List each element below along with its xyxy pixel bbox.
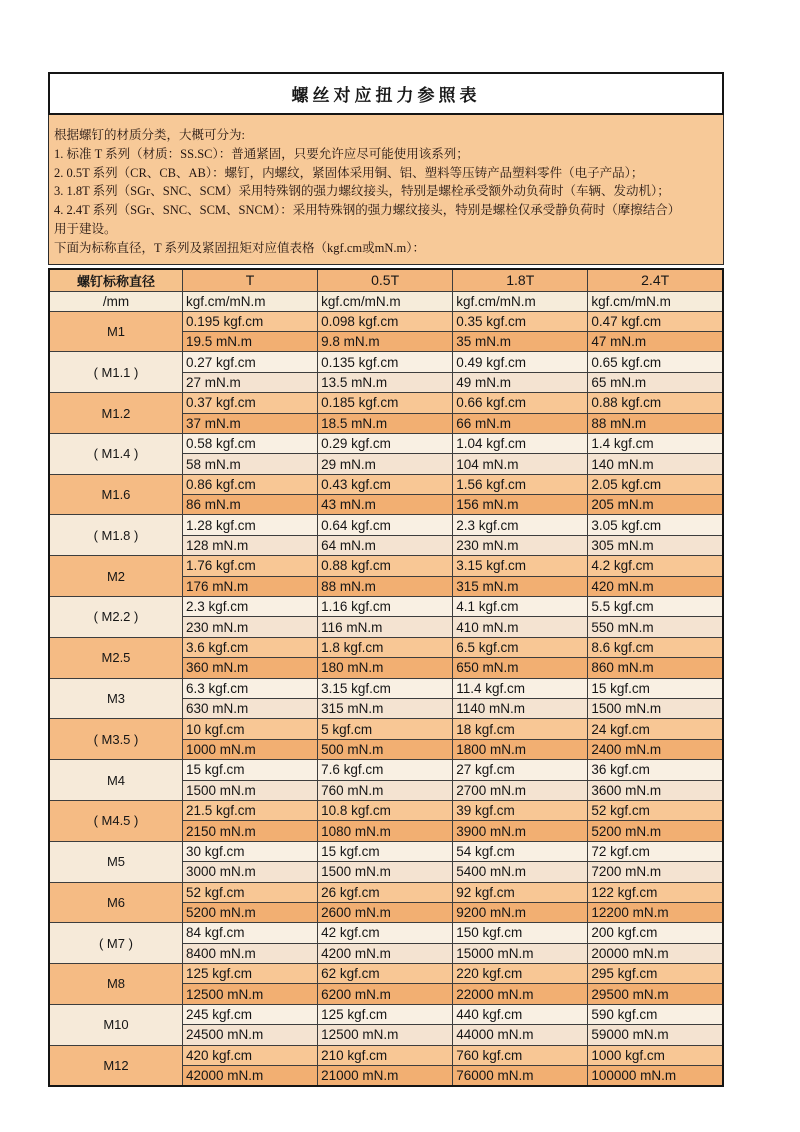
cell-mnm: 104 mN.m [453, 454, 588, 474]
table-unit-row [49, 291, 723, 311]
title-box [48, 72, 724, 115]
cell-kgf: 0.66 kgf.cm [453, 393, 588, 413]
page-title: 螺丝对应扭力参照表 [291, 86, 481, 105]
cell-mnm: 1500 mN.m [182, 780, 317, 800]
cell-kgf: 150 kgf.cm [453, 923, 588, 943]
table-row [49, 433, 723, 453]
cell-kgf: 0.88 kgf.cm [588, 393, 723, 413]
cell-kgf: 10 kgf.cm [182, 719, 317, 739]
row-label: ( M7 ) [49, 923, 182, 964]
cell-mnm: 1140 mN.m [453, 699, 588, 719]
row-label: M6 [49, 882, 182, 923]
cell-kgf: 2.05 kgf.cm [588, 474, 723, 494]
cell-kgf: 0.86 kgf.cm [182, 474, 317, 494]
header-diameter-label: 螺钉标称直径 [49, 269, 182, 292]
cell-kgf: 440 kgf.cm [453, 1004, 588, 1024]
table-row [49, 311, 723, 331]
cell-mnm: 88 mN.m [588, 413, 723, 433]
cell-mnm: 5200 mN.m [182, 902, 317, 922]
cell-kgf: 1000 kgf.cm [588, 1045, 723, 1065]
cell-mnm: 420 mN.m [588, 576, 723, 596]
cell-mnm: 65 mN.m [588, 372, 723, 392]
cell-mnm: 2400 mN.m [588, 739, 723, 759]
cell-kgf: 15 kgf.cm [588, 678, 723, 698]
cell-mnm: 8400 mN.m [182, 943, 317, 963]
cell-mnm: 1080 mN.m [318, 821, 453, 841]
header-series-t: T [182, 269, 317, 292]
cell-kgf: 220 kgf.cm [453, 964, 588, 984]
cell-kgf: 2.3 kgf.cm [182, 597, 317, 617]
cell-mnm: 58 mN.m [182, 454, 317, 474]
cell-mnm: 305 mN.m [588, 535, 723, 555]
cell-kgf: 0.64 kgf.cm [318, 515, 453, 535]
cell-kgf: 52 kgf.cm [588, 800, 723, 820]
cell-mnm: 860 mN.m [588, 658, 723, 678]
cell-kgf: 295 kgf.cm [588, 964, 723, 984]
table-row [49, 352, 723, 372]
header-unit-4: kgf.cm/mN.m [588, 291, 723, 311]
header-series-18t: 1.8T [453, 269, 588, 292]
row-label: M10 [49, 1004, 182, 1045]
cell-kgf: 10.8 kgf.cm [318, 800, 453, 820]
cell-kgf: 27 kgf.cm [453, 760, 588, 780]
cell-mnm: 12500 mN.m [182, 984, 317, 1004]
cell-mnm: 230 mN.m [182, 617, 317, 637]
cell-kgf: 0.58 kgf.cm [182, 433, 317, 453]
cell-mnm: 44000 mN.m [453, 1025, 588, 1045]
cell-mnm: 29500 mN.m [588, 984, 723, 1004]
cell-mnm: 18.5 mN.m [318, 413, 453, 433]
cell-kgf: 92 kgf.cm [453, 882, 588, 902]
cell-kgf: 30 kgf.cm [182, 841, 317, 861]
row-label: ( M2.2 ) [49, 597, 182, 638]
cell-mnm: 66 mN.m [453, 413, 588, 433]
cell-mnm: 15000 mN.m [453, 943, 588, 963]
cell-mnm: 37 mN.m [182, 413, 317, 433]
cell-mnm: 6200 mN.m [318, 984, 453, 1004]
cell-kgf: 1.4 kgf.cm [588, 433, 723, 453]
cell-kgf: 6.3 kgf.cm [182, 678, 317, 698]
row-label: M1 [49, 311, 182, 352]
cell-kgf: 122 kgf.cm [588, 882, 723, 902]
cell-kgf: 84 kgf.cm [182, 923, 317, 943]
cell-kgf: 21.5 kgf.cm [182, 800, 317, 820]
row-label: M5 [49, 841, 182, 882]
table-row [49, 800, 723, 820]
intro-line: 4. 2.4T 系列（SGr、SNC、SCM、SNCM）：采用特殊钢的强力螺纹接头，特别是螺栓仅承受静负荷时（摩擦结合） [54, 203, 681, 218]
cell-mnm: 176 mN.m [182, 576, 317, 596]
row-label: M1.6 [49, 474, 182, 515]
cell-kgf: 42 kgf.cm [318, 923, 453, 943]
cell-kgf: 3.15 kgf.cm [318, 678, 453, 698]
table-row [49, 760, 723, 780]
cell-mnm: 7200 mN.m [588, 862, 723, 882]
row-label: ( M1.1 ) [49, 352, 182, 393]
cell-mnm: 9.8 mN.m [318, 331, 453, 351]
cell-kgf: 0.35 kgf.cm [453, 311, 588, 331]
cell-kgf: 0.65 kgf.cm [588, 352, 723, 372]
cell-kgf: 0.27 kgf.cm [182, 352, 317, 372]
cell-kgf: 0.098 kgf.cm [318, 311, 453, 331]
table-row [49, 1004, 723, 1024]
cell-mnm: 21000 mN.m [318, 1066, 453, 1087]
cell-mnm: 1800 mN.m [453, 739, 588, 759]
cell-mnm: 230 mN.m [453, 535, 588, 555]
cell-mnm: 2600 mN.m [318, 902, 453, 922]
cell-mnm: 4200 mN.m [318, 943, 453, 963]
cell-mnm: 3600 mN.m [588, 780, 723, 800]
table-row [49, 964, 723, 984]
header-series-24t: 2.4T [588, 269, 723, 292]
cell-mnm: 42000 mN.m [182, 1066, 317, 1087]
cell-kgf: 2.3 kgf.cm [453, 515, 588, 535]
intro-line: 用于建设。 [54, 221, 117, 236]
header-unit-2: kgf.cm/mN.m [318, 291, 453, 311]
cell-mnm: 760 mN.m [318, 780, 453, 800]
row-label: M3 [49, 678, 182, 719]
cell-mnm: 49 mN.m [453, 372, 588, 392]
table-row [49, 474, 723, 494]
cell-mnm: 128 mN.m [182, 535, 317, 555]
row-label: ( M1.8 ) [49, 515, 182, 556]
cell-mnm: 64 mN.m [318, 535, 453, 555]
cell-kgf: 18 kgf.cm [453, 719, 588, 739]
table-header-row [49, 269, 723, 292]
cell-kgf: 0.88 kgf.cm [318, 556, 453, 576]
intro-line: 3. 1.8T 系列（SGr、SNC、SCM）采用特殊钢的强力螺纹接头，特别是螺栓承受额外动负荷时（车辆、发动机）； [54, 184, 670, 199]
row-label: ( M4.5 ) [49, 800, 182, 841]
cell-mnm: 35 mN.m [453, 331, 588, 351]
cell-kgf: 1.8 kgf.cm [318, 637, 453, 657]
cell-kgf: 39 kgf.cm [453, 800, 588, 820]
cell-mnm: 12500 mN.m [318, 1025, 453, 1045]
cell-mnm: 3900 mN.m [453, 821, 588, 841]
cell-mnm: 47 mN.m [588, 331, 723, 351]
cell-mnm: 12200 mN.m [588, 902, 723, 922]
cell-mnm: 1500 mN.m [588, 699, 723, 719]
cell-kgf: 11.4 kgf.cm [453, 678, 588, 698]
table-row [49, 719, 723, 739]
cell-kgf: 4.2 kgf.cm [588, 556, 723, 576]
cell-kgf: 72 kgf.cm [588, 841, 723, 861]
table-row [49, 515, 723, 535]
intro-line: 根据螺钉的材质分类，大概可分为: [54, 128, 245, 142]
cell-mnm: 86 mN.m [182, 495, 317, 515]
cell-mnm: 180 mN.m [318, 658, 453, 678]
cell-mnm: 9200 mN.m [453, 902, 588, 922]
table-row [49, 1045, 723, 1065]
header-unit-1: kgf.cm/mN.m [182, 291, 317, 311]
document-sheet [48, 72, 724, 1087]
row-label: M8 [49, 964, 182, 1005]
cell-kgf: 200 kgf.cm [588, 923, 723, 943]
cell-kgf: 0.135 kgf.cm [318, 352, 453, 372]
cell-mnm: 500 mN.m [318, 739, 453, 759]
torque-table [48, 268, 724, 1088]
table-row [49, 841, 723, 861]
table-row [49, 637, 723, 657]
cell-mnm: 5400 mN.m [453, 862, 588, 882]
intro-section [48, 115, 724, 265]
cell-mnm: 650 mN.m [453, 658, 588, 678]
cell-kgf: 3.6 kgf.cm [182, 637, 317, 657]
row-label: M2 [49, 556, 182, 597]
cell-mnm: 630 mN.m [182, 699, 317, 719]
cell-kgf: 125 kgf.cm [318, 1004, 453, 1024]
cell-kgf: 0.37 kgf.cm [182, 393, 317, 413]
cell-kgf: 1.76 kgf.cm [182, 556, 317, 576]
row-label: ( M3.5 ) [49, 719, 182, 760]
cell-mnm: 24500 mN.m [182, 1025, 317, 1045]
cell-mnm: 2150 mN.m [182, 821, 317, 841]
cell-mnm: 20000 mN.m [588, 943, 723, 963]
table-row [49, 923, 723, 943]
cell-mnm: 2700 mN.m [453, 780, 588, 800]
table-row [49, 393, 723, 413]
cell-kgf: 52 kgf.cm [182, 882, 317, 902]
cell-mnm: 13.5 mN.m [318, 372, 453, 392]
cell-kgf: 420 kgf.cm [182, 1045, 317, 1065]
header-series-05t: 0.5T [318, 269, 453, 292]
cell-mnm: 59000 mN.m [588, 1025, 723, 1045]
cell-kgf: 0.43 kgf.cm [318, 474, 453, 494]
cell-kgf: 26 kgf.cm [318, 882, 453, 902]
cell-kgf: 3.15 kgf.cm [453, 556, 588, 576]
cell-kgf: 5.5 kgf.cm [588, 597, 723, 617]
cell-kgf: 62 kgf.cm [318, 964, 453, 984]
row-label: ( M1.4 ) [49, 433, 182, 474]
header-mm-label: /mm [49, 291, 182, 311]
cell-mnm: 315 mN.m [453, 576, 588, 596]
cell-kgf: 210 kgf.cm [318, 1045, 453, 1065]
row-label: M2.5 [49, 637, 182, 678]
cell-mnm: 360 mN.m [182, 658, 317, 678]
cell-kgf: 245 kgf.cm [182, 1004, 317, 1024]
cell-mnm: 76000 mN.m [453, 1066, 588, 1087]
cell-kgf: 0.185 kgf.cm [318, 393, 453, 413]
cell-kgf: 0.47 kgf.cm [588, 311, 723, 331]
cell-kgf: 760 kgf.cm [453, 1045, 588, 1065]
cell-mnm: 205 mN.m [588, 495, 723, 515]
cell-kgf: 7.6 kgf.cm [318, 760, 453, 780]
table-row [49, 556, 723, 576]
cell-mnm: 1000 mN.m [182, 739, 317, 759]
cell-mnm: 315 mN.m [318, 699, 453, 719]
cell-kgf: 125 kgf.cm [182, 964, 317, 984]
cell-kgf: 1.28 kgf.cm [182, 515, 317, 535]
cell-kgf: 6.5 kgf.cm [453, 637, 588, 657]
intro-line: 2. 0.5T 系列（CR、CB、AB）：螺钉，内螺纹，紧固体采用铜、铝、塑料等压铸产品塑料零件（电子产品）； [54, 165, 644, 180]
cell-kgf: 5 kgf.cm [318, 719, 453, 739]
cell-kgf: 590 kgf.cm [588, 1004, 723, 1024]
cell-mnm: 88 mN.m [318, 576, 453, 596]
cell-kgf: 24 kgf.cm [588, 719, 723, 739]
cell-mnm: 140 mN.m [588, 454, 723, 474]
cell-kgf: 3.05 kgf.cm [588, 515, 723, 535]
cell-kgf: 8.6 kgf.cm [588, 637, 723, 657]
cell-mnm: 5200 mN.m [588, 821, 723, 841]
cell-mnm: 27 mN.m [182, 372, 317, 392]
cell-kgf: 54 kgf.cm [453, 841, 588, 861]
cell-mnm: 550 mN.m [588, 617, 723, 637]
cell-mnm: 410 mN.m [453, 617, 588, 637]
cell-mnm: 116 mN.m [318, 617, 453, 637]
cell-mnm: 22000 mN.m [453, 984, 588, 1004]
table-row [49, 678, 723, 698]
cell-kgf: 1.04 kgf.cm [453, 433, 588, 453]
cell-mnm: 156 mN.m [453, 495, 588, 515]
row-label: M12 [49, 1045, 182, 1086]
cell-mnm: 3000 mN.m [182, 862, 317, 882]
cell-mnm: 100000 mN.m [588, 1066, 723, 1087]
cell-kgf: 4.1 kgf.cm [453, 597, 588, 617]
table-row [49, 882, 723, 902]
cell-mnm: 1500 mN.m [318, 862, 453, 882]
cell-kgf: 0.49 kgf.cm [453, 352, 588, 372]
row-label: M1.2 [49, 393, 182, 434]
cell-kgf: 1.16 kgf.cm [318, 597, 453, 617]
cell-kgf: 1.56 kgf.cm [453, 474, 588, 494]
intro-line: 下面为标称直径，T 系列及紧固扭矩对应值表格（kgf.cm或mN.m）： [54, 240, 425, 255]
row-label: M4 [49, 760, 182, 801]
header-unit-3: kgf.cm/mN.m [453, 291, 588, 311]
cell-kgf: 15 kgf.cm [318, 841, 453, 861]
table-row [49, 597, 723, 617]
cell-kgf: 0.195 kgf.cm [182, 311, 317, 331]
cell-kgf: 36 kgf.cm [588, 760, 723, 780]
cell-mnm: 43 mN.m [318, 495, 453, 515]
cell-mnm: 29 mN.m [318, 454, 453, 474]
cell-kgf: 15 kgf.cm [182, 760, 317, 780]
intro-line: 1. 标准 T 系列（材质：SS.SC）：普通紧固，只要允许应尽可能使用该系列； [54, 146, 469, 161]
cell-kgf: 0.29 kgf.cm [318, 433, 453, 453]
cell-mnm: 19.5 mN.m [182, 331, 317, 351]
